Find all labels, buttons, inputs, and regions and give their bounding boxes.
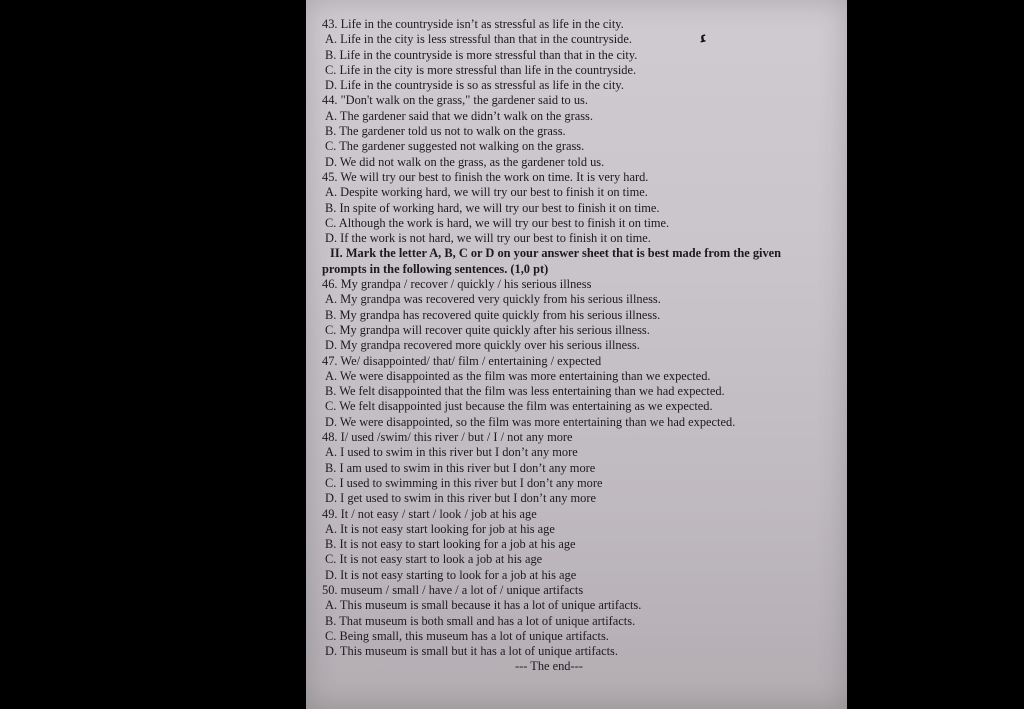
question-prompt: 44. "Don't walk on the grass," the gardener said to us. xyxy=(322,93,588,108)
answer-option: A. We were disappointed as the film was more entertaining than we expected. xyxy=(325,368,711,383)
answer-option: A. This museum is small because it has a lot of unique artifacts. xyxy=(325,598,642,613)
question-prompt: 49. It / not easy / start / look / job at his age xyxy=(322,506,537,521)
answer-option: B. In spite of working hard, we will try our best to finish it on time. xyxy=(325,200,660,215)
question-prompt: 47. We/ disappointed/ that/ film / entertaining / expected xyxy=(322,353,602,368)
answer-option: B. We felt disappointed that the film was less entertaining than we had expected. xyxy=(325,384,725,399)
answer-option: B. It is not easy to start looking for a job at his age xyxy=(325,537,576,552)
question-prompt: 45. We will try our best to finish the work on time. It is very hard. xyxy=(322,169,649,184)
answer-option: A. Life in the city is less stressful than that in the countryside. xyxy=(325,32,632,47)
section-heading-cont: prompts in the following sentences. (1,0 pt) xyxy=(322,261,549,276)
answer-option: A. My grandpa was recovered very quickly from his serious illness. xyxy=(325,292,661,307)
question-prompt: 48. I/ used /swim/ this river / but / I / not any more xyxy=(322,430,573,445)
answer-option: C. Life in the city is more stressful than life in the countryside. xyxy=(325,62,637,77)
answer-option: A. Despite working hard, we will try our best to finish it on time. xyxy=(325,185,648,200)
question-prompt: 50. museum / small / have / a lot of / unique artifacts xyxy=(322,582,584,597)
answer-option: A. The gardener said that we didn’t walk on the grass. xyxy=(325,108,593,123)
answer-option: D. Life in the countryside is so as stressful as life in the city. xyxy=(325,78,624,93)
answer-option: D. We were disappointed, so the film was more entertaining than we had expected. xyxy=(325,414,736,429)
answer-option: D. It is not easy starting to look for a job at his age xyxy=(325,567,577,582)
answer-option: D. My grandpa recovered more quickly over his serious illness. xyxy=(325,338,640,353)
answer-option: D. This museum is small but it has a lot of unique artifacts. xyxy=(325,644,618,659)
answer-option: B. My grandpa has recovered quite quickly from his serious illness. xyxy=(325,307,661,322)
answer-option: A. It is not easy start looking for job at his age xyxy=(325,521,555,536)
answer-option: B. Life in the countryside is more stressful than that in the city. xyxy=(325,47,638,62)
answer-option: D. If the work is not hard, we will try our best to finish it on time. xyxy=(325,231,651,246)
answer-option: C. The gardener suggested not walking on the grass. xyxy=(325,139,585,154)
question-prompt: 46. My grandpa / recover / quickly / his serious illness xyxy=(322,277,592,292)
answer-option: C. It is not easy start to look a job at his age xyxy=(325,552,543,567)
answer-option: C. We felt disappointed just because the film was entertaining as we expected. xyxy=(325,399,713,414)
answer-option: D. We did not walk on the grass, as the gardener told us. xyxy=(325,154,605,169)
answer-option: D. I get used to swim in this river but I don’t any more xyxy=(325,491,596,506)
pen-tick-mark: ɾ xyxy=(697,30,709,47)
answer-option: B. That museum is both small and has a lot of unique artifacts. xyxy=(325,613,636,628)
question-prompt: 43. Life in the countryside isn’t as stressful as life in the city. xyxy=(322,17,624,31)
answer-option: C. Being small, this museum has a lot of unique artifacts. xyxy=(325,628,609,643)
answer-option: B. The gardener told us not to walk on the grass. xyxy=(325,124,566,139)
exam-text xyxy=(322,17,847,675)
section-heading: II. Mark the letter A, B, C or D on your answer sheet that is best made from the given xyxy=(330,246,782,261)
answer-option: A. I used to swim in this river but I don’t any more xyxy=(325,445,578,460)
answer-option: C. Although the work is hard, we will try our best to finish it on time. xyxy=(325,215,670,230)
answer-option: C. I used to swimming in this river but I don’t any more xyxy=(325,475,603,490)
end-marker: --- The end--- xyxy=(515,659,583,674)
answer-option: C. My grandpa will recover quite quickly after his serious illness. xyxy=(325,322,650,337)
exam-paper xyxy=(306,0,847,709)
answer-option: B. I am used to swim in this river but I don’t any more xyxy=(325,460,596,475)
